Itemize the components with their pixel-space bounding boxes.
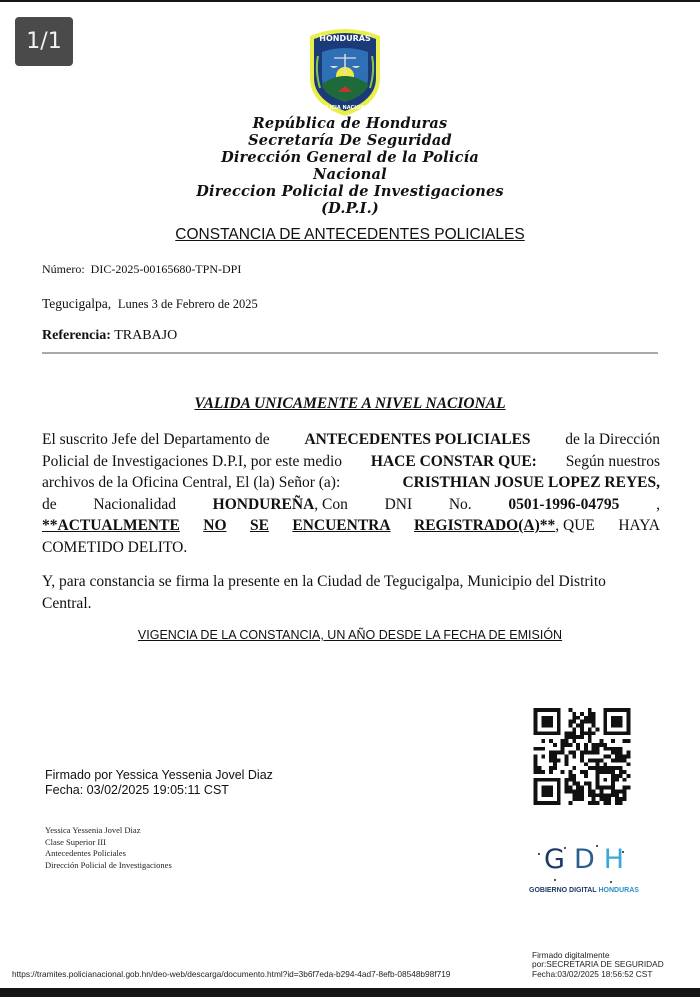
body-text: archivos de la Oficina Central, El (la) Señor (a): bbox=[42, 474, 341, 491]
body-line: COMETIDO DELITO. bbox=[42, 538, 188, 556]
validity-heading: VALIDA UNICAMENTE A NIVEL NACIONAL bbox=[194, 395, 506, 412]
page-indicator: 1/1 bbox=[15, 17, 73, 66]
header-line-direccion-general: Dirección General de la Policía Nacional bbox=[221, 149, 479, 183]
signature-stamp bbox=[45, 768, 273, 797]
document-reference bbox=[42, 328, 177, 344]
seal-text-top: HONDURAS bbox=[319, 34, 371, 43]
body-line: Central. bbox=[42, 594, 92, 612]
document-date bbox=[42, 296, 258, 312]
signer-name: Yessica Yessenia Jovel Diaz bbox=[45, 825, 141, 835]
digital-signed: Firmado digitalmente bbox=[532, 950, 610, 960]
body-line bbox=[42, 451, 660, 473]
signer-block bbox=[45, 825, 172, 871]
status-text: **ACTUALMENTE bbox=[42, 517, 180, 534]
gdh-caption-a: GOBIERNO DIGITAL bbox=[529, 887, 597, 894]
header-line-dpi: (D.P.I.) bbox=[321, 200, 379, 217]
body-line: Y, para constancia se firma la presente en la Ciudad de Tegucigalpa, Municipio del Distrito bbox=[42, 573, 606, 590]
signed-by: Firmado por Yessica Yessenia Jovel Diaz bbox=[45, 768, 273, 782]
certification-paragraph bbox=[42, 429, 660, 558]
signed-date: Fecha: 03/02/2025 19:05:11 CST bbox=[45, 782, 229, 797]
body-line bbox=[42, 472, 660, 494]
body-text: HAYA bbox=[618, 517, 660, 534]
gdh-letter-h: H bbox=[603, 844, 634, 875]
body-text: , QUE bbox=[555, 517, 595, 534]
body-text: Policial de Investigaciones D.P.I, por este medio bbox=[42, 452, 343, 470]
body-line bbox=[42, 515, 660, 537]
logo-dot bbox=[554, 879, 556, 881]
status-text: SE bbox=[249, 517, 269, 534]
body-text: Según nuestros bbox=[565, 452, 660, 470]
referencia-label: Referencia: bbox=[42, 328, 111, 343]
body-text: El suscrito Jefe del Departamento de bbox=[42, 431, 270, 448]
policia-nacional-seal bbox=[304, 26, 386, 118]
department-name: ANTECEDENTES POLICIALES bbox=[304, 431, 531, 448]
city: Tegucigalpa, bbox=[42, 296, 112, 311]
gdh-caption-b: HONDURAS bbox=[598, 887, 639, 894]
digital-signed-by: por:SECRETARIA DE SEGURIDAD bbox=[532, 959, 664, 970]
gdh-caption bbox=[529, 887, 639, 894]
header-line-direccion-policial: Direccion Policial de Investigaciones bbox=[196, 183, 504, 200]
person-name: CRISTHIAN JOSUE LOPEZ REYES, bbox=[402, 474, 660, 491]
status-end-group bbox=[414, 515, 595, 537]
hace-constar: HACE CONSTAR QUE: bbox=[370, 452, 537, 470]
issuer-header bbox=[190, 115, 510, 217]
body-text: No. bbox=[448, 495, 472, 513]
referencia-value: TRABAJO bbox=[114, 328, 178, 343]
validity-period: VIGENCIA DE LA CONSTANCIA, UN AÑO DESDE LA FECHA DE EMISIÓN bbox=[137, 628, 563, 642]
gdh-letters bbox=[544, 845, 633, 875]
divider bbox=[42, 352, 658, 354]
verification-url[interactable]: https://tramites.policianacional.gob.hn/deo-web/descarga/documento.html?id=3b6f7eda-b294-4ad7-8efb-08548b98f719 bbox=[12, 969, 451, 979]
status-text: REGISTRADO(A)** bbox=[414, 517, 556, 534]
nationality: HONDUREÑA bbox=[212, 495, 315, 513]
digital-signed-date: Fecha:03/02/2025 18:56:52 CST bbox=[532, 968, 653, 979]
seal-text-bottom: POLICIA NACIONAL bbox=[318, 105, 372, 111]
gdh-letter-d: D bbox=[573, 844, 604, 875]
logo-dot bbox=[538, 853, 540, 855]
body-line bbox=[42, 494, 660, 516]
verification-qr-code[interactable] bbox=[533, 708, 631, 805]
body-text: Nacionalidad bbox=[93, 495, 176, 513]
signer-directorate: Dirección Policial de Investigaciones bbox=[45, 859, 172, 870]
viewer-bottom-bar bbox=[0, 988, 700, 997]
closing-paragraph bbox=[42, 571, 660, 614]
viewer-top-bar bbox=[0, 0, 700, 2]
body-text: , bbox=[656, 495, 660, 513]
nationality-group bbox=[213, 494, 348, 516]
status-text: NO bbox=[203, 517, 227, 534]
header-line-secretaria: Secretaría De Seguridad bbox=[248, 132, 452, 149]
body-text: de la Dirección bbox=[565, 431, 660, 448]
body-text: DNI bbox=[384, 495, 413, 513]
header-line-republica: República de Honduras bbox=[252, 115, 448, 132]
dni-number: 0501-1996-04795 bbox=[508, 495, 620, 513]
signer-rank: Clase Superior III bbox=[45, 836, 106, 847]
body-text: de bbox=[42, 495, 57, 513]
numero-value: DIC-2025-00165680-TPN-DPI bbox=[90, 262, 242, 276]
gdh-letter-g: G bbox=[544, 844, 574, 875]
document-title: CONSTANCIA DE ANTECEDENTES POLICIALES bbox=[175, 226, 525, 243]
logo-dot bbox=[610, 881, 612, 883]
document-number bbox=[42, 262, 241, 277]
numero-label: Número: bbox=[42, 262, 85, 276]
body-line bbox=[42, 429, 660, 451]
gobierno-digital-honduras-logo bbox=[524, 843, 648, 899]
signer-department: Antecedentes Policiales bbox=[45, 848, 126, 858]
digital-signature-stamp bbox=[532, 951, 664, 979]
status-text: ENCUENTRA bbox=[292, 517, 391, 534]
body-text: , Con bbox=[314, 495, 348, 513]
date-value: Lunes 3 de Febrero de 2025 bbox=[117, 297, 258, 311]
